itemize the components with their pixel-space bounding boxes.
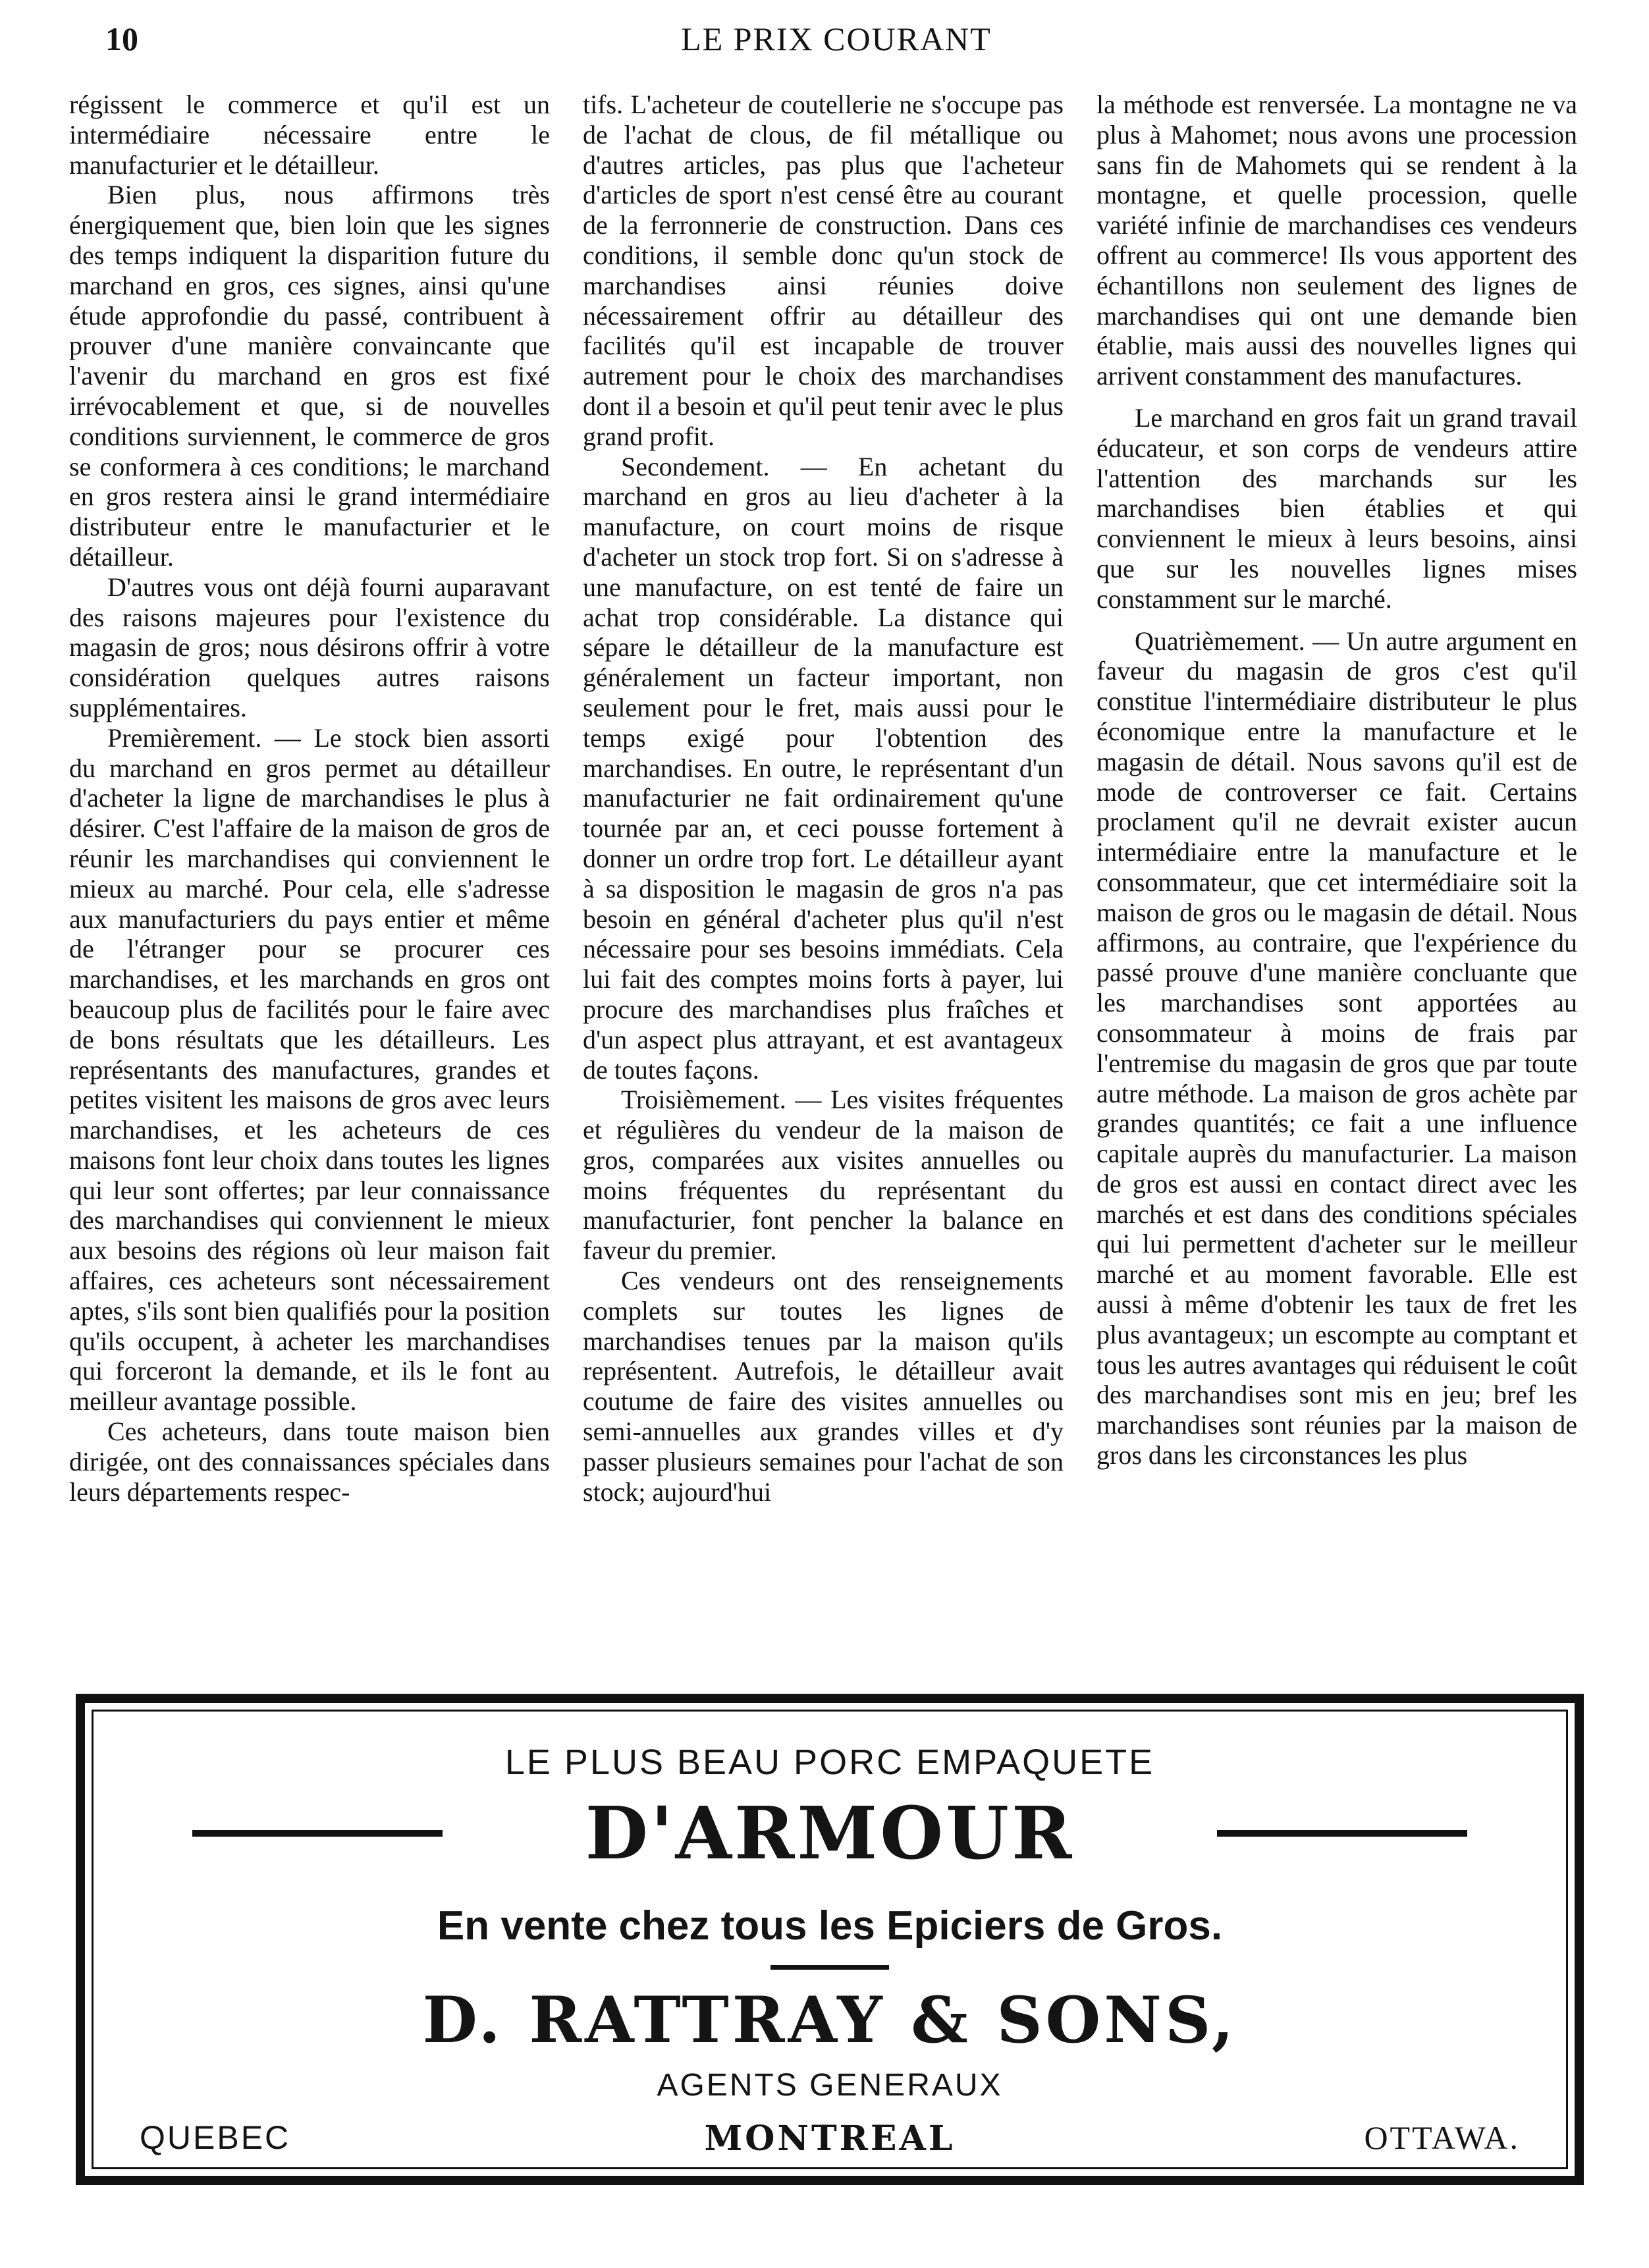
article-paragraph: la méthode est renversée. La montagne ne va plus à Mahomet; nous avons une procession sans fin de Mahomets qui se rendent à la montagne, et quelle procession, quelle variété infinie de marchandises ces vendeurs offrent au commerce! Ils vous apportent des échantillons non seulement des lignes de marchandises qui ont une demande bien établie, mais aussi des nouvelles lignes qui arrivent constamment des manufactures. <box>1096 90 1577 391</box>
ad-brand-row <box>192 1791 1467 1876</box>
page-number: 10 <box>105 20 138 57</box>
brand-rule-right <box>1217 1830 1467 1837</box>
ad-tagline: LE PLUS BEAU PORC EMPAQUETE <box>504 1742 1155 1782</box>
article-paragraph: Le marchand en gros fait un grand travail éducateur, et son corps de vendeurs attire l'attention des marchands sur les marchandises bien établies et qui conviennent le mieux à leurs besoins, ainsi que sur les nouvelles lignes mises constamment sur le marché. <box>1096 402 1577 614</box>
ad-city-montreal: MONTREAL <box>704 2119 956 2159</box>
ad-agents-label: AGENTS GENERAUX <box>657 2068 1003 2103</box>
article-paragraph: Premièrement. — Le stock bien assorti du marchand en gros permet au détailleur d'acheter la ligne de marchandises le plus à désirer. C'est l'affaire de la maison de gros de réunir les marchandises qui conviennent le mieux au marché. Pour cela, elle s'adresse aux manufacturiers du pays entier et même de l'étranger pour se procurer ces marchandises, et les marchands en gros ont beaucoup plus de facilités pour le faire avec de bons résultats que les détailleurs. Les représentants des manufactures, grandes et petites visitent les maisons de gros avec leurs marchandises, et les acheteurs de ces maisons font leur choix dans toutes les lignes qui leur sont offertes; par leur connaissance des marchandises qui conviennent le mieux aux besoins des régions où leur maison fait affaires, ces acheteurs sont nécessairement aptes, s'ils sont bien qualifiés pour la position qu'ils occupent, à acheter les marchandises qui forceront la demande, et ils le font au meilleur avantage possible. <box>69 722 550 1417</box>
article-paragraph: D'autres vous ont déjà fourni auparavant des raisons majeures pour l'existence du magasin de gros; nous désirons offrir à votre considération quelques autres raisons supplémentaires. <box>69 572 550 722</box>
article-paragraph: régissent le commerce et qu'il est un intermédiaire nécessaire entre le manufacturier et le détailleur. <box>69 90 550 180</box>
ad-city-ottawa: OTTAWA. <box>1364 2119 1520 2156</box>
article-paragraph: Bien plus, nous affirmons très énergiquement que, bien loin que les signes des temps indiquent la disparition future du marchand en gros, ces signes, ainsi qu'une étude approfondie du passé, contribuent à prouver d'une manière convaincante que l'avenir du marchand en gros est fixé irrévocablement et que, si de nouvelles conditions surviennent, le commerce de gros se conformera à ces conditions; le marchand en gros restera ainsi le grand intermédiaire distributeur entre le manufacturier et le détailleur. <box>69 180 550 572</box>
article-body <box>69 90 1577 1680</box>
article-paragraph: Troisièmement. — Les visites fréquentes et régulières du vendeur de la maison de gros, comparées aux visites annuelles ou moins fréquentes du représentant du manufacturier, font pencher la balance en faveur du premier. <box>583 1085 1064 1266</box>
ad-divider <box>770 1965 889 1970</box>
article-paragraph: Ces acheteurs, dans toute maison bien dirigée, ont des connaissances spéciales dans leurs départements respec- <box>69 1417 550 1507</box>
advertisement-box <box>76 1694 1584 2185</box>
page-header <box>99 14 1574 67</box>
ad-company-name: D. RATTRAY & SONS, <box>422 1983 1237 2057</box>
ad-subline: En vente chez tous les Epiciers de Gros. <box>437 1903 1223 1949</box>
article-paragraph: Ces vendeurs ont des renseignements complets sur toutes les lignes de marchandises tenues par la maison qu'ils représentent. Autrefois, le détailleur avait coutume de faire des visites annuelles ou semi-annuelles aux grandes villes et d'y passer plusieurs semaines pour l'achat de son stock; aujourd'hui <box>583 1266 1064 1507</box>
ad-city-quebec: QUEBEC <box>140 2119 291 2156</box>
journal-title: LE PRIX COURANT <box>681 20 992 57</box>
article-paragraph: Quatrièmement. — Un autre argument en faveur du magasin de gros c'est qu'il constitue l'intermédiaire distributeur le plus économique entre la manufacture et le magasin de détail. Nous savons qu'il est de mode de controverser ce fait. Certains proclament qu'il ne devrait exister aucun intermédiaire entre la manufacture et le consommateur, que cet intermédiaire soit la maison de gros ou le magasin de détail. Nous affirmons, au contraire, que l'expérience du passé prouve d'une manière concluante que les marchandises sont apportées au consommateur à moins de frais par l'entremise du magasin de gros que par toute autre méthode. La maison de gros achète par grandes quantités; ce fait a une influence capitale auprès du manufacturier. La maison de gros est aussi en contact direct avec les marchés et est dans des conditions spéciales qui lui permettent d'acheter sur le meilleur marché et au moment favorable. Elle est aussi à même d'obtenir les taux de fret les plus avantageux; un escompte au comptant et tous les autres avantages qui réduisent le coût des marchandises sont mis en jeu; bref les marchandises sont réunies par la maison de gros dans les circonstances les plus <box>1096 626 1577 1471</box>
ad-brand-name: D'ARMOUR <box>585 1791 1075 1876</box>
article-paragraph: tifs. L'acheteur de coutellerie ne s'occupe pas de l'achat de clous, de fil métallique ou d'autres articles, pas plus que l'acheteur d'articles de sport n'est censé être au courant de la ferronnerie de construction. Dans ces conditions, il semble donc qu'un stock de marchandises ainsi réunies doive nécessairement offrir au détailleur des facilités qu'il est incapable de trouver autrement pour le choix des marchandises dont il a besoin et qu'il peut tenir avec le plus grand profit. <box>583 90 1064 451</box>
article-column-3 <box>1096 90 1577 1680</box>
advertisement-inner-frame <box>92 1710 1568 2169</box>
article-paragraph: Secondement. — En achetant du marchand en gros au lieu d'acheter à la manufacture, on court moins de risque d'acheter un stock trop fort. Si on s'adresse à une manufacture, on est tenté de faire un achat trop considérable. La distance qui sépare le détailleur de la manufacture est généralement un facteur important, non seulement pour le fret, mais aussi pour le temps exigé pour l'obtention des marchandises. En outre, le représentant d'un manufacturier ne fait ordinairement qu'une tournée par an, et ceci pousse fortement à donner un ordre trop fort. Le détailleur ayant à sa disposition le magasin de gros n'a pas besoin en général d'acheter plus qu'il n'est nécessaire pour ses besoins immédiats. Cela lui fait des comptes moins forts à payer, lui procure des marchandises plus fraîches et d'un aspect plus attrayant, et est avantageux de toutes façons. <box>583 451 1064 1085</box>
article-column-1 <box>69 90 550 1680</box>
article-column-2 <box>583 90 1064 1680</box>
